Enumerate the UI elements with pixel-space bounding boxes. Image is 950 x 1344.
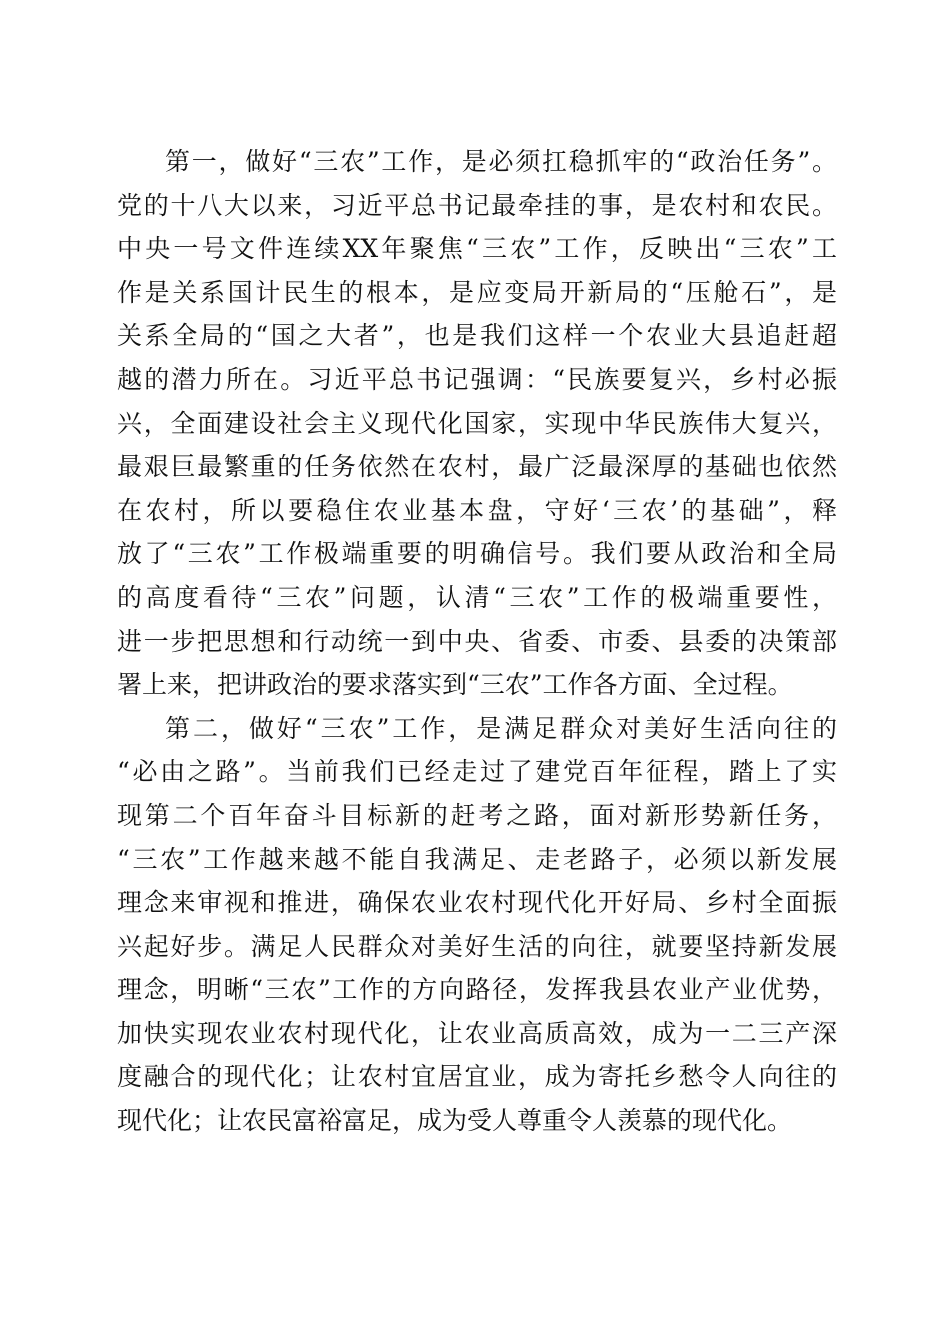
- paragraph-1: [117, 140, 837, 707]
- text-line: 放了“三农”工作极端重要的明确信号。我们要从政治和全局: [117, 539, 837, 569]
- text-line: 作是关系国计民生的根本，是应变局开新局的“压舱石”，是: [117, 277, 837, 307]
- text-line: 理念，明晰“三农”工作的方向路径，发挥我县农业产业优势，: [117, 975, 837, 1005]
- text-line: 的高度看待“三农”问题，认清“三农”工作的极端重要性，: [117, 582, 837, 612]
- text-line: “必由之路”。当前我们已经走过了建党百年征程，踏上了实: [117, 757, 837, 787]
- text-line: 度融合的现代化；让农村宜居宜业，成为寄托乡愁令人向往的: [117, 1062, 837, 1092]
- text-line: 现第二个百年奋斗目标新的赶考之路，面对新形势新任务，: [117, 800, 837, 830]
- text-line: 最艰巨最繁重的任务依然在农村，最广泛最深厚的基础也依然: [117, 452, 837, 482]
- text-line: 第二，做好“三农”工作，是满足群众对美好生活向往的: [165, 713, 837, 743]
- body-text: [117, 140, 837, 1143]
- text-line: 进一步把思想和行动统一到中央、省委、市委、县委的决策部: [117, 626, 837, 656]
- text-line: 越的潜力所在。习近平总书记强调：“民族要复兴，乡村必振: [117, 364, 837, 394]
- text-line: 关系全局的“国之大者”，也是我们这样一个农业大县追赶超: [117, 321, 837, 351]
- text-line: 署上来，把讲政治的要求落实到“三农”工作各方面、全过程。: [117, 670, 793, 700]
- text-line: 现代化；让农民富裕富足，成为受人尊重令人羡慕的现代化。: [117, 1106, 793, 1136]
- paragraph-2: [117, 707, 837, 1143]
- text-line: 党的十八大以来，习近平总书记最牵挂的事，是农村和农民。: [117, 190, 837, 220]
- text-line: 兴，全面建设社会主义现代化国家，实现中华民族伟大复兴，: [117, 408, 837, 438]
- text-line: 加快实现农业农村现代化，让农业高质高效，成为一二三产深: [117, 1018, 837, 1048]
- text-line: 在农村，所以要稳住农业基本盘，守好‘三农’的基础”，释: [117, 495, 837, 525]
- text-line: “三农”工作越来越不能自我满足、走老路子，必须以新发展: [117, 844, 837, 874]
- text-line: 第一，做好“三农”工作，是必须扛稳抓牢的“政治任务”。: [165, 147, 837, 176]
- text-line: 理念来审视和推进，确保农业农村现代化开好局、乡村全面振: [117, 888, 837, 918]
- text-line: 中央一号文件连续XX年聚焦“三农”工作，反映出“三农”工: [117, 234, 837, 264]
- text-line: 兴起好步。满足人民群众对美好生活的向往，就要坚持新发展: [117, 931, 837, 961]
